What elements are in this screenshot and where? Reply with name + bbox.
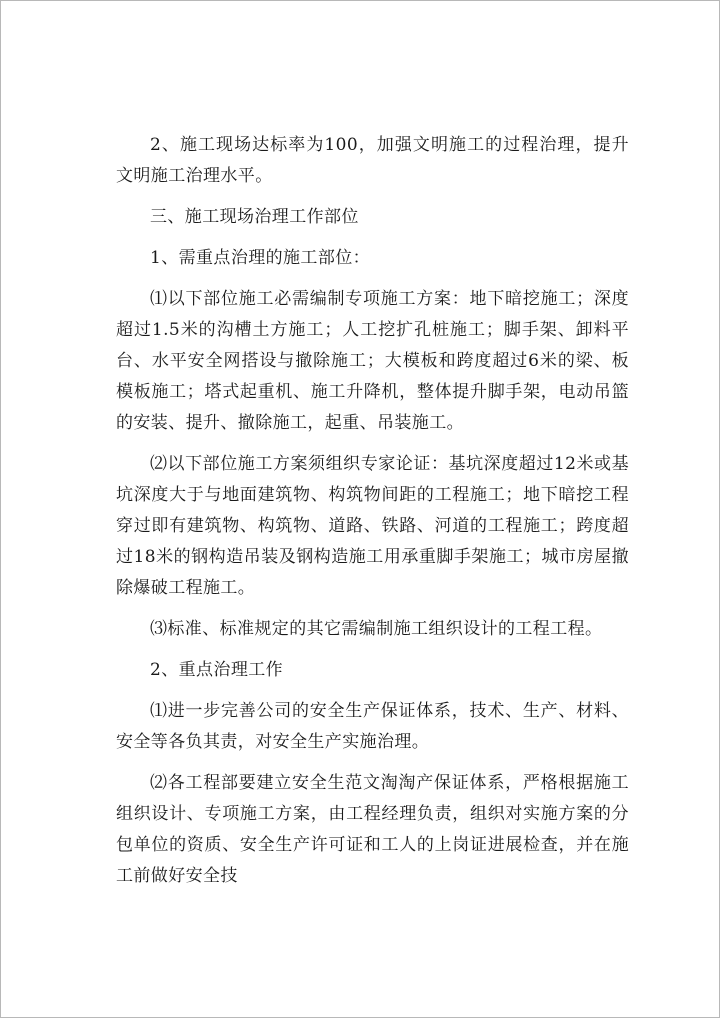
heading-key-parts: 1、需重点治理的施工部位： bbox=[150, 248, 371, 268]
heading-key-work: 2、重点治理工作 bbox=[150, 660, 284, 680]
document-body bbox=[116, 130, 629, 902]
paragraph-special-plan-parts: ⑴以下部位施工必需编制专项施工方案：地下暗挖施工；深度超过1.5米的沟槽土方施工；人工挖扩孔桩施工；脚手架、卸料平台、水平安全网搭设与撤除施工；大模板和跨度超过6米的梁、板模板施工；塔式起重机、施工升降机，整体提升脚手架，电动吊篮的安装、提升、撤除施工，起重、吊装施工。 bbox=[116, 289, 629, 433]
heading-section-three: 三、施工现场治理工作部位 bbox=[150, 207, 359, 227]
paragraph-standard-parts: ⑶标准、标准规定的其它需编制施工组织设计的工程工程。 bbox=[150, 619, 603, 639]
paragraph-safety-system: ⑴进一步完善公司的安全生产保证体系，技术、生产、材料、安全等各负其责，对安全生产实施治理。 bbox=[116, 701, 629, 752]
paragraph-expert-review-parts: ⑵以下部位施工方案须组织专家论证：基坑深度超过12米或基坑深度大于与地面建筑物、构筑物间距的工程施工；地下暗挖工程穿过即有建筑物、构筑物、道路、铁路、河道的工程施工；跨度超过18米的钢构造吊装及钢构造施工用承重脚手架施工；城市房屋撤除爆破工程施工。 bbox=[116, 454, 629, 598]
paragraph-project-department: ⑵各工程部要建立安全生范文淘淘产保证体系，严格根据施工组织设计、专项施工方案，由工程经理负责，组织对实施方案的分包单位的资质、安全生产许可证和工人的上岗证进展检查，并在施工前做好安全技 bbox=[116, 773, 629, 886]
paragraph-civilized-construction-goal: 2、施工现场达标率为100，加强文明施工的过程治理，提升文明施工治理水平。 bbox=[116, 135, 629, 186]
